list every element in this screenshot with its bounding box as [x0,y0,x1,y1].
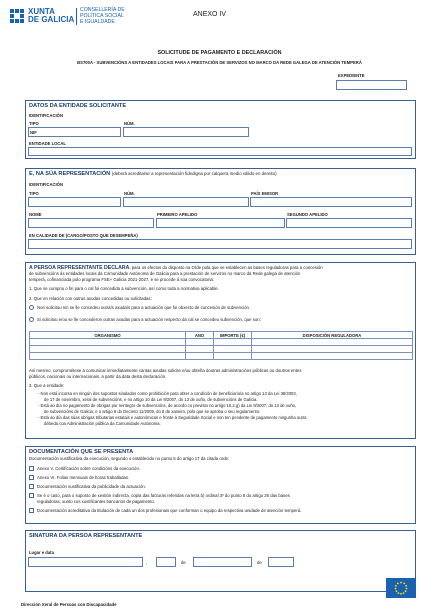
declaration-intro-line2: de subvencións ás entidades locais da Comunidade Autónoma de Galicia para a prestación de servizos no marco da Rede galega de atención [29,271,301,276]
entity-tipo-label: TIPO [29,121,39,126]
checkbox-qualifications-label: Documentación acreditativa da titulación de cada un dos profesionais que conforman o equipo da respectiva unidade de atención temperá. [37,508,302,513]
signature-de1: de [181,560,186,565]
rep-segundo-apelido-field[interactable] [286,218,412,228]
table-row[interactable] [30,339,413,346]
eu-stars-icon [386,578,416,598]
table-header-disposicion: DISPOSICIÓN REGULADORA [252,332,413,339]
declaration-item1: 1. Que se cumpriu o fin para o cal foi concedida a subvención, así como toda a normativa aplicable. [29,286,219,291]
form-title: SOLICITUDE DE PAGAMENTO E DECLARACIÓN [157,50,282,56]
commitment-line1: Así mesmo, comprométese a comunicar inmediatamente cantas axudas solicite e/ou obteña doutras administracións públicas ou doutros entes [29,368,302,373]
dept-line3: E IGUALDADE [80,18,115,25]
commitment-line2: públicos, nacionais ou internacionais, a partir da data desta declaración. [29,374,167,379]
declaration-intro-bold: A PERSOA REPRESENTANTE DECLARA [29,265,130,271]
rep-tipo-field[interactable] [28,197,121,207]
checkbox-invoices-label-cont: reguladoras, xunto cos xustificantes bancarios de pagamento. [37,499,155,504]
rep-primeiro-apelido-label: PRIMEIRO APELIDO [157,212,198,217]
bullet1-line2: de 17 de novembro, xeral de subvencións, e no artigo 10 da Lei 9/2007, do 13 de xuño, de subvencións de Galicia. [44,397,258,402]
entity-nif-value: NIF [30,130,37,135]
entity-num-label: NÚM. [124,121,135,126]
signature-comma: , [146,560,148,565]
department-name [80,8,125,25]
dept-line2: POLÍTICA SOCIAL [80,12,124,19]
declaration-intro-line3: temperá, cofinanciada polo programa FSE+ Galicia 2021-2027, e se procede á súa convocatoria: [29,277,214,282]
dept-line1: CONSELLERÍA DE [80,7,125,13]
bullet2-line1: - Está ao día no pagamento de obrigas por reintegro de subvencións, de acordo co previsto no artigo 10.2.g) da Lei 9/2007, do 13 de xuño, [38,403,297,408]
declaration-item2: 2. Que en relación con outras axudas concedidas ou solicitadas: [29,296,152,301]
expediente-field[interactable] [336,80,407,90]
checkbox-annex-vi[interactable] [29,475,34,480]
eu-flag-icon [386,578,416,598]
bullet3-line1: - Está ao día das súas obrigas tributarias estatais e autonómicas e fronte á Seguridade Social e non ten pendente de pagamento ningunha outra [38,415,307,420]
table-row[interactable] [30,353,413,360]
rep-pais-label: PAÍS EMISOR [251,191,279,196]
radio-no-other-aids[interactable] [29,305,34,310]
representation-note: (deberá acreditarse a representación fidedigna por calquera medio válido en dereito) [111,171,277,176]
footer-text: Dirección Xeral de Persoas con Discapacidade [21,602,117,607]
checkbox-invoices-label: Se é o caso, para o suposto de xestión indirecta, copia das facturas referidas na letra b) ordinal 3º do punto 6 do artigo 26 das bases [37,493,290,498]
entity-name-label: ENTIDADE LOCAL [29,141,66,146]
other-aids-table [29,331,413,360]
entity-num-field[interactable] [123,127,249,137]
xunta-logo-icon [10,9,25,24]
representation-title: E, NA SÚA REPRESENTACIÓN [29,171,111,177]
checkbox-annex-vi-label: Anexo VI. Folias mensuais de horas traballadas. [37,475,130,480]
entity-identification-label: IDENTIFICACIÓN [29,113,63,118]
signature-day-field[interactable] [156,557,176,567]
signature-de2: de [257,560,262,565]
rep-nome-label: NOME [29,212,42,217]
checkbox-annex-v-label: Anexo V. Certificación sobre condicións da execución. [37,466,141,471]
expediente-label: EXPEDIENTE [338,73,365,78]
signature-place-field[interactable] [28,557,143,567]
table-header-organismo: ORGANISMO [30,332,186,339]
radio-other-aids-label: Si solicitou e/ou se lle concederon outras axudas para a actuación respecto da cal se concedeu subvención, que son: [37,317,261,322]
table-header-importe: IMPORTE (€) [214,332,252,339]
place-date-label: Lugar e data [29,550,54,555]
rep-tipo-label: TIPO [29,191,39,196]
radio-other-aids[interactable] [29,317,34,322]
rep-primeiro-apelido-field[interactable] [156,218,285,228]
table-header-row [30,332,413,339]
bullet3-line2: débeda coa Administración pública da Comunidade Autónoma. [44,421,161,426]
documentation-intro: Documentación xustificativa da execución, segundo o establecido no punto 6 do artigo 17 da citada orde: [29,456,230,461]
checkbox-qualifications[interactable] [29,508,34,513]
declaration-intro-l1: , para os efectos do disposto na Orde pola que se establecen as bases reguladoras para a concesión [129,265,323,270]
checkbox-publicity-label: Documentación xustificativa da publicidade da actuación. [37,484,146,489]
rep-segundo-apelido-label: SEGUNDO APELIDO [287,212,328,217]
table-row[interactable] [30,346,413,353]
signature-month-field[interactable] [193,557,252,567]
rep-calidade-label: EN CALIDADE DE (CARGO/POSTO QUE DESEMPEÑA) [29,233,138,238]
rep-calidade-field[interactable] [28,239,412,249]
rep-pais-field[interactable] [250,197,412,207]
table-header-ano: ANO [186,332,214,339]
signature-section-title: SINATURA DA PERSOA REPRESENTANTE [29,533,143,539]
form-subtitle: BS700A - SUBVENCIÓNS A ENTIDADES LOCAIS PARA A PRESTACIÓN DE SERVIZOS NO MARCO DA REDE GALEGA DE ATENCIÓN TEMPERÁ [77,60,362,65]
checkbox-publicity[interactable] [29,484,34,489]
bullet2-line2: de subvencións de Galicia, e o artigo 9 do Decreto 11/2009, do 8 de xaneiro, polo que se aproba o seu regulamento. [44,409,261,414]
radio-no-other-aids-label: Non solicitou nin se lle concedeu outra/s axuda/s para a actuación que foi obxecto de concesión de subvención. [37,305,251,310]
logo-line1: XUNTA [28,7,55,16]
rep-nome-field[interactable] [28,218,154,228]
logo-text [28,8,74,24]
checkbox-invoices[interactable] [29,493,34,498]
bullet1-line1: - Non está incursa en ningún dos supostos sinalados como prohibición para obter a condición de beneficiario/a no artigo 13 da Lei 38/2003, [38,391,297,396]
declaration-item3: 3. Que a entidade: [29,383,65,388]
entity-section-title: DATOS DA ENTIDADE SOLICITANTE [29,103,127,109]
rep-num-label: NÚM. [124,191,135,196]
entity-name-field[interactable] [28,147,412,156]
logo-divider [76,8,77,25]
documentation-section-title: DOCUMENTACIÓN QUE SE PRESENTA [29,449,134,455]
logo-line2: DE GALICIA [28,15,75,24]
representation-section-title [29,171,277,177]
signature-year-field[interactable] [268,557,294,567]
checkbox-annex-v[interactable] [29,466,34,471]
annex-label: ANEXO IV [193,11,227,18]
rep-num-field[interactable] [123,197,249,207]
entity-tipo-field[interactable] [28,127,121,137]
rep-identification-label: IDENTIFICACIÓN [29,182,63,187]
